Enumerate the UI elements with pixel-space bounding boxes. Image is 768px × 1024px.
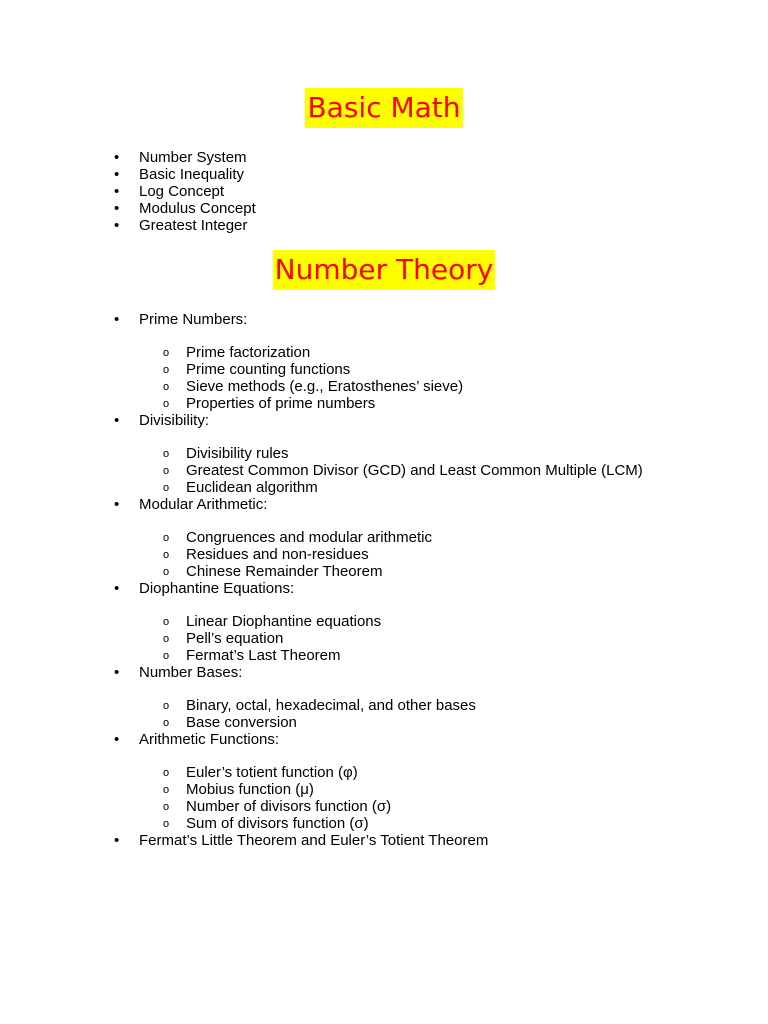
bullet-marker: • xyxy=(114,832,120,849)
sub-bullet-marker: o xyxy=(163,818,170,830)
list-item: Arithmetic Functions: xyxy=(139,731,280,748)
bullet-marker: • xyxy=(114,183,120,200)
sub-bullet-marker: o xyxy=(163,465,170,477)
sub-list-item: Fermat’s Last Theorem xyxy=(186,647,341,664)
sub-bullet-marker: o xyxy=(163,532,170,544)
section-heading xyxy=(0,88,768,128)
sub-list-item: Euler’s totient function (φ) xyxy=(186,764,358,781)
bullet-marker: • xyxy=(114,311,120,328)
sub-bullet-marker: o xyxy=(163,566,170,578)
sub-bullet-marker: o xyxy=(163,381,170,393)
sub-bullet-marker: o xyxy=(163,616,170,628)
section-heading-text: Number Theory xyxy=(273,250,496,290)
list-item: Divisibility: xyxy=(139,412,210,429)
sub-bullet-marker: o xyxy=(163,347,170,359)
list-item: Number Bases: xyxy=(139,664,243,681)
bullet-marker: • xyxy=(114,496,120,513)
sub-list-item: Sieve methods (e.g., Eratosthenes’ sieve) xyxy=(186,378,464,395)
sub-bullet-marker: o xyxy=(163,784,170,796)
list-item: Number System xyxy=(139,149,247,166)
sub-list-item: Chinese Remainder Theorem xyxy=(186,563,383,580)
sub-list-item: Pell’s equation xyxy=(186,630,284,647)
bullet-marker: • xyxy=(114,412,120,429)
sub-bullet-marker: o xyxy=(163,717,170,729)
section-heading-text: Basic Math xyxy=(305,88,462,128)
list-item: Diophantine Equations: xyxy=(139,580,295,597)
sub-list-item: Sum of divisors function (σ) xyxy=(186,815,369,832)
sub-bullet-marker: o xyxy=(163,633,170,645)
sub-bullet-marker: o xyxy=(163,549,170,561)
sub-bullet-marker: o xyxy=(163,767,170,779)
sub-list-item: Euclidean algorithm xyxy=(186,479,318,496)
list-item: Fermat’s Little Theorem and Euler’s Totient Theorem xyxy=(139,832,489,849)
list-item: Prime Numbers: xyxy=(139,311,248,328)
list-item: Log Concept xyxy=(139,183,225,200)
sub-list-item: Greatest Common Divisor (GCD) and Least Common Multiple (LCM) xyxy=(186,462,643,479)
bullet-marker: • xyxy=(114,731,120,748)
sub-list-item: Mobius function (μ) xyxy=(186,781,314,798)
sub-bullet-marker: o xyxy=(163,801,170,813)
sub-list-item: Binary, octal, hexadecimal, and other bases xyxy=(186,697,476,714)
list-item: Modulus Concept xyxy=(139,200,256,217)
sub-bullet-marker: o xyxy=(163,448,170,460)
bullet-marker: • xyxy=(114,200,120,217)
sub-bullet-marker: o xyxy=(163,364,170,376)
list-item: Basic Inequality xyxy=(139,166,245,183)
bullet-marker: • xyxy=(114,217,120,234)
sub-bullet-marker: o xyxy=(163,398,170,410)
sub-bullet-marker: o xyxy=(163,650,170,662)
bullet-marker: • xyxy=(114,580,120,597)
sub-list-item: Number of divisors function (σ) xyxy=(186,798,392,815)
list-item: Modular Arithmetic: xyxy=(139,496,268,513)
sub-list-item: Congruences and modular arithmetic xyxy=(186,529,432,546)
bullet-marker: • xyxy=(114,166,120,183)
sub-list-item: Properties of prime numbers xyxy=(186,395,376,412)
section-heading xyxy=(0,250,768,290)
sub-list-item: Prime factorization xyxy=(186,344,311,361)
sub-list-item: Linear Diophantine equations xyxy=(186,613,382,630)
sub-list-item: Divisibility rules xyxy=(186,445,289,462)
sub-list-item: Base conversion xyxy=(186,714,297,731)
sub-list-item: Residues and non-residues xyxy=(186,546,369,563)
sub-bullet-marker: o xyxy=(163,482,170,494)
sub-list-item: Prime counting functions xyxy=(186,361,351,378)
sub-bullet-marker: o xyxy=(163,700,170,712)
bullet-marker: • xyxy=(114,664,120,681)
bullet-marker: • xyxy=(114,149,120,166)
list-item: Greatest Integer xyxy=(139,217,248,234)
